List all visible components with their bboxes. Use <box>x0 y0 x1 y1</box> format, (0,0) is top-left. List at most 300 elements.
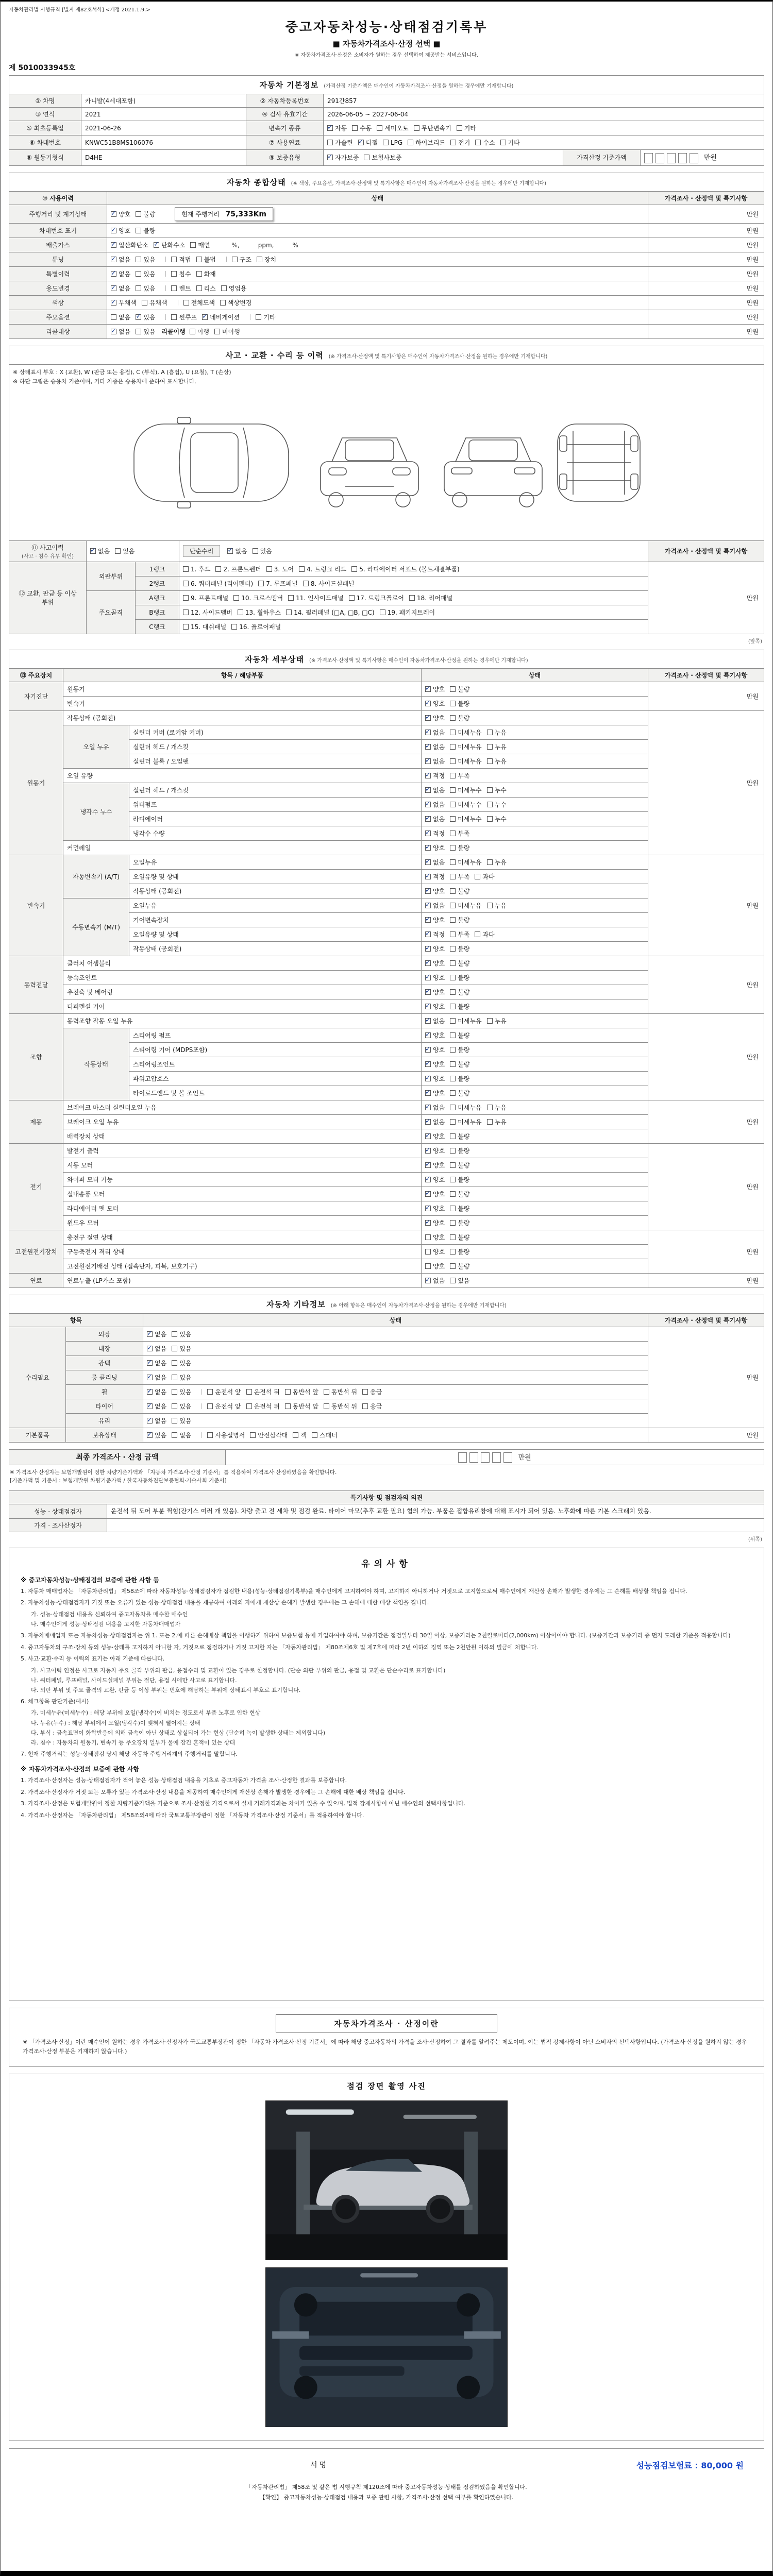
checkbox-option[interactable]: ✓ 없음 <box>147 1387 166 1396</box>
checkbox-option[interactable]: 양호 <box>425 1247 445 1256</box>
usage-history-label: 리콜대상 <box>9 324 107 338</box>
device-group-label: 고전원전기장치 <box>9 1230 63 1273</box>
checkbox-option[interactable]: ✓ 양호 <box>425 1074 445 1083</box>
unchecked-checkbox-icon <box>450 1234 456 1240</box>
checked-checkbox-icon <box>90 548 96 554</box>
warranty-options <box>324 150 563 166</box>
detail-col-state: 상태 <box>422 668 648 682</box>
device-item-label: 등속조인트 <box>63 970 422 985</box>
checkbox-option[interactable]: ✓ 양호 <box>425 843 445 852</box>
checkbox-option[interactable]: 운전석 뒤 <box>246 1387 280 1396</box>
checkbox-option[interactable]: 과다 <box>475 872 494 881</box>
unchecked-checkbox-icon <box>450 931 456 937</box>
checked-checkbox-icon <box>111 329 116 334</box>
checkbox-option[interactable]: ✓ 적정 <box>425 771 445 780</box>
checkbox-option[interactable]: 사용설명서 <box>207 1431 245 1439</box>
checkbox-option[interactable]: ✓ 자동 <box>327 124 347 132</box>
checkbox-option[interactable]: ✓없음 <box>90 547 110 555</box>
checkbox-option[interactable]: ✓ 없음 <box>425 1016 445 1025</box>
device-row <box>9 1013 764 1028</box>
checkbox-option[interactable]: 동반석 앞 <box>285 1387 318 1396</box>
checkbox-option[interactable]: ✓ 무채색 <box>111 298 137 307</box>
checkbox-option[interactable]: ✓ 없음 <box>425 1117 445 1126</box>
checkbox-option[interactable]: 영업용 <box>221 284 247 293</box>
checkbox-option[interactable]: ✓ 양호 <box>425 714 445 722</box>
checkbox-option[interactable]: ✓ 양호 <box>425 699 445 708</box>
device-state <box>422 999 648 1013</box>
checkbox-option[interactable]: ✓ 있음 <box>147 1431 166 1439</box>
simple-repair-options <box>227 548 277 555</box>
checkbox-option[interactable]: ✓ 네비게이션 <box>202 313 240 321</box>
checkbox-option[interactable]: ✓ 양호 <box>425 1146 445 1155</box>
checkbox-option[interactable]: 불량 <box>450 973 469 982</box>
price-digit-box <box>503 1452 512 1463</box>
device-state <box>422 725 648 739</box>
unchecked-checkbox-icon <box>207 1403 213 1409</box>
checkbox-option[interactable]: 불량 <box>450 1218 469 1227</box>
usage-history-label: 주요옵션 <box>9 310 107 324</box>
checkbox-option[interactable]: 19. 패키지트레이 <box>380 608 435 617</box>
checkbox-option[interactable]: 미세누유 <box>450 1103 481 1112</box>
checkbox-option[interactable]: 기타 <box>256 313 275 321</box>
checkbox-option[interactable]: 미세누유 <box>450 1117 481 1126</box>
checkbox-option[interactable]: ✓ 없음 <box>425 728 445 737</box>
checkbox-option[interactable]: 미세누유 <box>450 757 481 766</box>
checkbox-option[interactable]: 14. 필러패널 (□A, □B, □C) <box>286 608 375 617</box>
checkbox-option[interactable]: 전기 <box>450 138 470 147</box>
price-amount-cell: 만원 <box>648 1100 764 1143</box>
checkbox-option[interactable]: 적법 <box>171 255 191 264</box>
checkbox-option[interactable]: 불량 <box>450 1074 469 1083</box>
checkbox-option[interactable]: ✓ 없음 <box>425 858 445 867</box>
checkbox-option[interactable]: 썬루프 <box>171 313 197 321</box>
checkbox-option[interactable]: 불량 <box>450 1262 469 1270</box>
checkbox-option[interactable]: 유채색 <box>142 298 167 307</box>
device-state <box>422 783 648 797</box>
checkbox-option[interactable]: 9. 프론트패널 <box>183 594 228 602</box>
checkbox-option[interactable]: 불량 <box>450 1175 469 1184</box>
checked-checkbox-icon <box>425 859 431 865</box>
checkbox-option[interactable]: 누유 <box>487 901 507 910</box>
checkbox-option[interactable]: 미세누유 <box>450 728 481 737</box>
checkbox-option[interactable]: 양호 <box>425 1262 445 1270</box>
checked-checkbox-icon <box>425 1061 431 1067</box>
page-subtitle: ■ 자동차가격조사·산정 선택 ■ <box>332 39 441 48</box>
device-item-label: 실린더 헤드 / 개스킷 <box>129 739 422 754</box>
checkbox-option[interactable]: 구조 <box>232 255 251 264</box>
checkbox-option[interactable]: 불량 <box>450 988 469 996</box>
checkbox-option[interactable]: 2. 프론트펜더 <box>215 565 261 573</box>
checkbox-option[interactable]: 보험사보증 <box>364 153 401 162</box>
checkbox-option[interactable]: ✓ 양호 <box>425 1002 445 1011</box>
unchecked-checkbox-icon <box>450 1018 456 1024</box>
unchecked-checkbox-icon <box>450 1076 456 1081</box>
checkbox-option[interactable]: ✓ 없음 <box>227 547 247 555</box>
checkbox-option[interactable]: 부족 <box>450 872 469 881</box>
checkbox-option[interactable]: 있음 <box>253 547 272 555</box>
checkbox-option[interactable]: 누유 <box>487 1016 507 1025</box>
checkbox-option[interactable]: ✓ 양호 <box>425 944 445 953</box>
device-state <box>422 739 648 754</box>
checkbox-option[interactable]: 세미오토 <box>377 124 408 132</box>
checkbox-option[interactable]: 있음 <box>136 327 155 336</box>
checkbox-option[interactable]: ✓ 없음 <box>425 1276 445 1285</box>
checkbox-option[interactable]: 불량 <box>450 1204 469 1213</box>
checkbox-option[interactable]: 8. 사이드실패널 <box>303 579 355 588</box>
checkbox-option[interactable]: 불량 <box>136 226 155 235</box>
checkbox-option[interactable]: ✓ 양호 <box>111 210 130 218</box>
page-marker-back: (뒤쪽) <box>748 1536 762 1543</box>
unchecked-checkbox-icon <box>450 845 456 851</box>
checked-checkbox-icon <box>136 314 141 320</box>
checkbox-option[interactable]: ✓ 자가보증 <box>327 153 359 162</box>
unchecked-checkbox-icon <box>450 1032 456 1038</box>
checkbox-option[interactable]: 누유 <box>487 757 507 766</box>
checkbox-option[interactable]: 이행 <box>190 327 209 336</box>
car-name-label: ① 차명 <box>9 94 81 108</box>
checkbox-option[interactable]: ✓ 양호 <box>425 916 445 924</box>
checkbox-option[interactable]: 있음 <box>172 1387 191 1396</box>
checkbox-option[interactable]: 가솔린 <box>327 138 353 147</box>
device-row <box>9 1143 764 1158</box>
checkbox-option[interactable]: 누유 <box>487 858 507 867</box>
checkbox-option[interactable]: 누수 <box>487 815 507 823</box>
checkbox-option[interactable]: 13. 휠하우스 <box>238 608 281 617</box>
unchecked-checkbox-icon <box>450 1061 456 1067</box>
checkbox-option[interactable]: 15. 대쉬패널 <box>183 622 226 631</box>
notice-item: 3. 가격조사·산정은 보험개발원이 정한 차량기준가액을 기준으로 조사·산정한 가격으로서 실제 거래가격과는 차이가 있을 수 있으며, 법적 강제사항이 아닌 매수인의 선택사항입니다. <box>21 1800 466 1807</box>
notice-item: 2. 가격조사·산정자가 거짓 또는 오류가 있는 가격조사·산정 내용을 제공하여 매수인에게 재산상 손해가 발생한 경우에는 그 손해에 대한 배상 책임을 집니다. <box>21 1788 406 1795</box>
checkbox-option[interactable]: 있음 <box>115 547 135 555</box>
checkbox-option[interactable]: ✓ 없음 <box>147 1344 166 1353</box>
checkbox-option[interactable]: 불량 <box>450 714 469 722</box>
checkbox-option[interactable]: 5. 라디에이터 서포트 (볼트체결부품) <box>351 565 460 573</box>
checkbox-option[interactable]: 1. 후드 <box>183 565 210 573</box>
checked-checkbox-icon <box>147 1403 153 1409</box>
device-state <box>422 1013 648 1028</box>
checkbox-option[interactable]: ✓ 없음 <box>111 255 130 264</box>
unchecked-checkbox-icon <box>450 140 456 145</box>
checkbox-option[interactable]: 불량 <box>450 1060 469 1069</box>
checkbox-option[interactable]: ✓ 없음 <box>111 269 130 278</box>
checkbox-option[interactable]: 동반석 뒤 <box>324 1387 357 1396</box>
warranty-type-label: ⑨ 보증유형 <box>246 150 324 166</box>
checkbox-option[interactable]: 불량 <box>450 699 469 708</box>
checked-checkbox-icon <box>147 1389 153 1395</box>
checkbox-option[interactable]: 기타 <box>500 138 520 147</box>
unchecked-checkbox-icon <box>450 903 456 908</box>
checkbox-option[interactable]: 누유 <box>487 1117 507 1126</box>
checkbox-option[interactable]: ✓ 없음 <box>111 327 130 336</box>
checkbox-option[interactable]: 7. 루프패널 <box>258 579 298 588</box>
checkbox-option[interactable]: 누유 <box>487 742 507 751</box>
checkbox-option[interactable]: ✓ 없음 <box>425 800 445 809</box>
rank-items <box>179 605 648 619</box>
checkbox-option[interactable]: ✓ 양호 <box>425 988 445 996</box>
price-amount-cell: 만원 <box>648 223 764 238</box>
checkbox-option[interactable]: 양호 <box>425 1233 445 1242</box>
price-amount-cell: 만원 <box>648 1428 764 1442</box>
unchecked-checkbox-icon <box>457 125 462 131</box>
checkbox-option[interactable]: 미세누유 <box>450 742 481 751</box>
checkbox-option[interactable]: 미세누수 <box>450 786 481 794</box>
checkbox-option[interactable]: 있음 <box>172 1330 191 1338</box>
checkbox-option[interactable]: 4. 트렁크 리드 <box>299 565 346 573</box>
detail-title-row <box>9 650 764 668</box>
unchecked-checkbox-icon <box>172 1360 177 1366</box>
signature-label[interactable]: 서명 <box>310 2461 329 2470</box>
checkbox-option[interactable]: 수동 <box>352 124 372 132</box>
unchecked-checkbox-icon <box>258 581 264 586</box>
unchecked-checkbox-icon <box>450 715 456 721</box>
notice-subitem: 가. 사고이력 인정은 사고로 자동차 주요 골격 부위의 판금, 용접수리 및 교환이 있는 경우로 한정합니다. (단순 외판 부위의 판금, 용접 및 교환은 단순수리로 표기합니다) <box>31 1667 446 1674</box>
device-item-label: 오일 유량 <box>63 768 422 783</box>
checked-checkbox-icon <box>425 903 431 908</box>
checked-checkbox-icon <box>111 228 116 233</box>
checkbox-option[interactable]: ✓ 양호 <box>425 685 445 693</box>
checkbox-option[interactable]: ✓ 양호 <box>425 959 445 968</box>
checkbox-option[interactable]: 불량 <box>450 1233 469 1242</box>
checkbox-option[interactable]: 있음 <box>136 269 155 278</box>
checkbox-option[interactable]: 있음 <box>172 1402 191 1411</box>
unchecked-checkbox-icon <box>450 989 456 995</box>
checkbox-option[interactable]: 불량 <box>450 887 469 895</box>
checkbox-option[interactable]: 불량 <box>450 843 469 852</box>
checkbox-option[interactable]: 누유 <box>487 728 507 737</box>
checkbox-option[interactable]: 수소 <box>475 138 495 147</box>
checkbox-option[interactable]: ✓ 탄화수소 <box>154 241 185 249</box>
checked-checkbox-icon <box>425 1076 431 1081</box>
checkbox-option[interactable]: 리스 <box>196 284 216 293</box>
device-item-label: 스티어링 기어 (MDPS포함) <box>129 1042 422 1057</box>
checkbox-option[interactable]: ✓ 있음 <box>136 313 155 321</box>
checkbox-option[interactable]: 색상변경 <box>220 298 251 307</box>
checkbox-option[interactable]: ✓ 없음 <box>425 901 445 910</box>
checkbox-option[interactable]: ✓ 없음 <box>425 742 445 751</box>
checkbox-option[interactable]: ✓ 양호 <box>425 1132 445 1141</box>
checkbox-option[interactable]: 스패너 <box>312 1431 338 1439</box>
checkbox-option[interactable]: ✓ 적정 <box>425 872 445 881</box>
checkbox-option[interactable]: 없음 <box>172 1431 191 1439</box>
checkbox-option[interactable]: 장치 <box>257 255 276 264</box>
photos-title: 점검 장면 촬영 사진 <box>347 2081 426 2091</box>
checkbox-option[interactable]: 있음 <box>172 1373 191 1382</box>
checkbox-option[interactable]: ✓ 양호 <box>425 887 445 895</box>
unchecked-checkbox-icon <box>364 155 369 160</box>
unchecked-checkbox-icon <box>324 1389 329 1395</box>
device-item-label: 커먼레일 <box>63 840 422 855</box>
checkbox-option[interactable]: 6. 쿼터패널 (리어펜더) <box>183 579 253 588</box>
checkbox-option[interactable]: 불량 <box>136 210 155 218</box>
checkbox-option[interactable]: ✓ 디젤 <box>358 138 378 147</box>
device-item-label: 파워고압호스 <box>129 1071 422 1086</box>
unchecked-checkbox-icon <box>351 566 357 572</box>
unchecked-checkbox-icon <box>450 802 456 807</box>
checkbox-option[interactable]: 불법 <box>196 255 216 264</box>
checkbox-option[interactable]: 누유 <box>487 1103 507 1112</box>
checkbox-option[interactable]: ✓ 없음 <box>425 786 445 794</box>
checkbox-option[interactable]: 미세누유 <box>450 858 481 867</box>
checkbox-option[interactable]: 운전석 뒤 <box>246 1402 280 1411</box>
unchecked-checkbox-icon <box>450 686 456 692</box>
checkbox-option[interactable]: 있음 <box>172 1344 191 1353</box>
checkbox-option[interactable]: 미세누수 <box>450 800 481 809</box>
footer-line-2: 【확인】 중고자동차성능·상태점검 내용과 보증 관련 사항, 가격조사·산정 선택 여부를 확인하였습니다. <box>259 2494 514 2501</box>
checked-checkbox-icon <box>425 874 431 879</box>
checked-checkbox-icon <box>425 1162 431 1168</box>
unchecked-checkbox-icon <box>220 300 226 306</box>
checkbox-option[interactable]: ✓ 양호 <box>425 1218 445 1227</box>
checkbox-option[interactable]: 없음 <box>111 313 130 321</box>
checkbox-option[interactable]: 불량 <box>450 1089 469 1097</box>
checkbox-option[interactable]: ✓ 없음 <box>147 1373 166 1382</box>
checkbox-option[interactable]: 불량 <box>450 916 469 924</box>
checkbox-option[interactable]: ✓ 양호 <box>425 1060 445 1069</box>
checkbox-option[interactable]: ✓ 없음 <box>147 1330 166 1338</box>
checkbox-option[interactable]: 미세누유 <box>450 901 481 910</box>
unchecked-checkbox-icon <box>238 609 243 615</box>
overall-note: (※ 색상, 주요옵션, 가격조사·산정액 및 특기사항은 매수인이 자동차가격조사·산정을 원하는 경우에만 기재합니다) <box>291 180 547 187</box>
device-state <box>422 869 648 884</box>
checked-checkbox-icon <box>425 1090 431 1096</box>
checkbox-option[interactable]: 12. 사이드멤버 <box>183 608 232 617</box>
checkbox-option[interactable]: 불량 <box>450 1190 469 1198</box>
checkbox-option[interactable]: 있음 <box>136 255 155 264</box>
unchecked-checkbox-icon <box>487 903 493 908</box>
checkbox-option[interactable]: ✓ 없음 <box>147 1359 166 1367</box>
checkbox-option[interactable]: 불량 <box>450 1132 469 1141</box>
checked-checkbox-icon <box>425 1177 431 1182</box>
checkbox-option[interactable]: ✓ 양호 <box>111 226 130 235</box>
checkbox-option[interactable]: ✓ 양호 <box>425 1190 445 1198</box>
checkbox-option[interactable]: 누수 <box>487 786 507 794</box>
checkbox-option[interactable]: 미세누유 <box>450 1016 481 1025</box>
checkbox-option[interactable]: 하이브리드 <box>408 138 445 147</box>
checkbox-option[interactable]: 동반석 앞 <box>285 1402 318 1411</box>
price-amount-cell: 만원 <box>648 266 764 281</box>
checkbox-option[interactable]: 10. 크로스멤버 <box>233 594 283 602</box>
checkbox-option[interactable]: 16. 플로어패널 <box>231 622 281 631</box>
checkbox-option[interactable]: 안전삼각대 <box>250 1431 288 1439</box>
checkbox-option[interactable]: LPG <box>383 139 402 146</box>
checkbox-option[interactable]: 불량 <box>450 944 469 953</box>
price-survey-explain-title: 자동차가격조사 · 산정이란 <box>276 2014 497 2032</box>
checkbox-option[interactable]: 부족 <box>450 930 469 939</box>
checkbox-option[interactable]: ✓ 양호 <box>425 973 445 982</box>
checked-checkbox-icon <box>425 917 431 923</box>
checkbox-option[interactable]: ✓ 없음 <box>111 284 130 293</box>
checkbox-option[interactable]: 응급 <box>362 1387 382 1396</box>
device-state <box>422 710 648 725</box>
checkbox-option[interactable]: 화재 <box>196 269 216 278</box>
checkbox-option[interactable]: ✓ 없음 <box>147 1402 166 1411</box>
rank-name-label: 1랭크 <box>136 562 179 576</box>
basic-info-title: 자동차 기본정보 <box>259 80 319 90</box>
checkbox-option[interactable]: 전체도색 <box>183 298 215 307</box>
price-amount-cell: 만원 <box>648 281 764 295</box>
checkbox-option[interactable]: 불량 <box>450 959 469 968</box>
checkbox-option[interactable]: 있음 <box>450 1276 469 1285</box>
device-group-label: 원동기 <box>9 710 63 855</box>
checkbox-option[interactable]: 불량 <box>450 685 469 693</box>
checkbox-option[interactable]: ✓ 적정 <box>425 930 445 939</box>
checkbox-option[interactable]: ✓ 없음 <box>425 1103 445 1112</box>
checkbox-option[interactable]: 부족 <box>450 771 469 780</box>
checkbox-option[interactable]: 과다 <box>475 930 494 939</box>
device-item-label: 윈도우 모터 <box>63 1215 422 1230</box>
checkbox-option[interactable]: ✓ 적정 <box>425 829 445 838</box>
checkbox-option[interactable]: 11. 인사이드패널 <box>288 594 343 602</box>
checked-checkbox-icon <box>425 701 431 706</box>
checkbox-option[interactable]: 18. 리어패널 <box>409 594 452 602</box>
checkbox-option[interactable]: 잭 <box>293 1431 307 1439</box>
checkbox-option[interactable]: 누수 <box>487 800 507 809</box>
device-state <box>422 1158 648 1172</box>
checkbox-option[interactable]: 렌트 <box>171 284 191 293</box>
checkbox-option[interactable]: ✓ 일산화탄소 <box>111 241 148 249</box>
unchecked-checkbox-icon <box>256 314 261 320</box>
checkbox-option[interactable]: 있음 <box>136 284 155 293</box>
checkbox-option[interactable]: ✓ 양호 <box>425 1175 445 1184</box>
checkbox-option[interactable]: 무단변속기 <box>414 124 451 132</box>
checkbox-option[interactable]: 불량 <box>450 1045 469 1054</box>
device-state <box>422 1187 648 1201</box>
checkbox-option[interactable]: 부족 <box>450 829 469 838</box>
usage-history-label: 특별이력 <box>9 266 107 281</box>
checkbox-option[interactable]: 있음 <box>172 1416 191 1425</box>
checkbox-option[interactable]: ✓ 없음 <box>425 815 445 823</box>
checkbox-option[interactable]: 불량 <box>450 1031 469 1040</box>
device-row <box>9 1273 764 1287</box>
other-title: 자동차 기타정보 <box>266 1299 326 1309</box>
checkbox-option[interactable]: 불량 <box>450 1002 469 1011</box>
checkbox-option[interactable]: 있음 <box>172 1359 191 1367</box>
notice-section-heading: ※ 자동차가격조사·산정의 보증에 관한 사항 <box>21 1766 140 1773</box>
overall-col-item: ⑩ 사용이력 <box>9 191 107 205</box>
checkbox-option[interactable]: 미세누수 <box>450 815 481 823</box>
checkbox-option[interactable]: ✓ 양호 <box>425 1045 445 1054</box>
checkbox-option[interactable]: ✓ 없음 <box>147 1416 166 1425</box>
device-state <box>422 1114 648 1129</box>
accident-diagram-cell <box>9 364 764 540</box>
checkbox-option[interactable]: 기타 <box>457 124 476 132</box>
checkbox-option[interactable]: ✓ 양호 <box>425 1031 445 1040</box>
fuel-label: ⑦ 사용연료 <box>246 135 324 150</box>
checkbox-option[interactable]: 17. 트렁크플로어 <box>349 594 404 602</box>
unchecked-checkbox-icon <box>190 242 196 248</box>
checkbox-option[interactable]: 불량 <box>450 1247 469 1256</box>
checkbox-option[interactable]: 응급 <box>362 1402 382 1411</box>
checkbox-option[interactable]: ✓ 양호 <box>425 1204 445 1213</box>
checkbox-option[interactable]: 운전석 앞 <box>207 1387 241 1396</box>
checkbox-option[interactable]: 매연 <box>190 241 210 249</box>
checkbox-option[interactable]: 3. 도어 <box>266 565 294 573</box>
checkbox-option[interactable]: ✓ 없음 <box>425 757 445 766</box>
checkbox-option[interactable]: 운전석 앞 <box>207 1402 241 1411</box>
checkbox-option[interactable]: 불량 <box>450 1161 469 1170</box>
checkbox-option[interactable]: 불량 <box>450 1146 469 1155</box>
option-divider <box>165 257 166 262</box>
device-row <box>9 1230 764 1244</box>
checkbox-option[interactable]: 미이행 <box>214 327 240 336</box>
checkbox-option[interactable]: ✓ 양호 <box>425 1089 445 1097</box>
checkbox-option[interactable]: 침수 <box>171 269 191 278</box>
other-note: (※ 아래 항목은 매수인이 자동차가격조사·산정을 원하는 경우에만 기재합니다) <box>330 1302 507 1309</box>
checkbox-option[interactable]: 동반석 뒤 <box>324 1402 357 1411</box>
unchecked-checkbox-icon <box>246 1403 252 1409</box>
checkbox-option[interactable]: ✓ 양호 <box>425 1161 445 1170</box>
checked-checkbox-icon <box>425 1220 431 1226</box>
